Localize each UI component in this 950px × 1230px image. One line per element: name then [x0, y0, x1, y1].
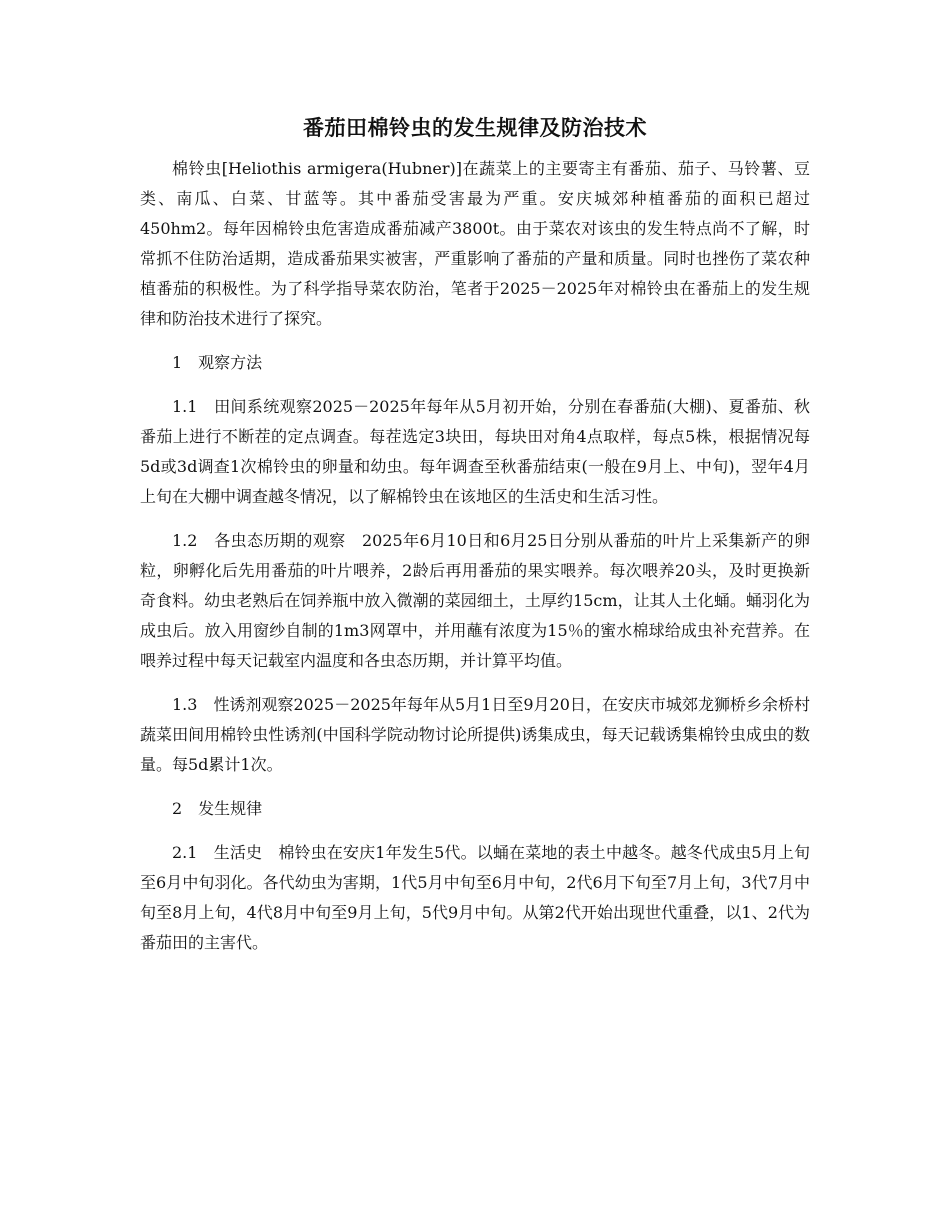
- section-heading-2: 2 发生规律: [172, 799, 263, 818]
- paragraph-1-1: 1.1 田间系统观察2025－2025年每年从5月初开始，分别在春番茄(大棚)、夏番茄、秋番茄上进行不断茬的定点调查。每茬选定3块田，每块田对角4点取样，每点5株，根据情况每5d或3d调查1次棉铃虫的卵量和幼虫。每年调查至秋番茄结束(一般在9月上、中旬)，翌年4月上旬在大棚中调查越冬情况，以了解棉铃虫在该地区的生活史和生活习性。: [140, 397, 810, 506]
- paragraph-2-1: 2.1 生活史 棉铃虫在安庆1年发生5代。以蛹在菜地的表土中越冬。越冬代成虫5月上旬至6月中旬羽化。各代幼虫为害期，1代5月中旬至6月中旬，2代6月下旬至7月上旬，3代7月中旬至8月上旬，4代8月中旬至9月上旬，5代9月中旬。从第2代开始出现世代重叠，以1、2代为番茄田的主害代。: [140, 843, 810, 952]
- paragraph-1-3: 1.3 性诱剂观察2025－2025年每年从5月1日至9月20日，在安庆市城郊龙狮桥乡余桥村蔬菜田间用棉铃虫性诱剂(中国科学院动物讨论所提供)诱集成虫，每天记载诱集棉铃虫成虫的数量。每5d累计1次。: [140, 695, 810, 774]
- intro-paragraph: 棉铃虫[Heliothis armigera(Hubner)]在蔬菜上的主要寄主有番茄、茄子、马铃薯、豆类、南瓜、白菜、甘蓝等。其中番茄受害最为严重。安庆城郊种植番茄的面积已超过450hm2。每年因棉铃虫危害造成番茄减产3800t。由于菜农对该虫的发生特点尚不了解，时常抓不住防治适期，造成番茄果实被害，严重影响了番茄的产量和质量。同时也挫伤了菜农种植番茄的积极性。为了科学指导菜农防治，笔者于2025－2025年对棉铃虫在番茄上的发生规律和防治技术进行了探究。: [140, 159, 810, 328]
- paragraph-1-2: 1.2 各虫态历期的观察 2025年6月10日和6月25日分别从番茄的叶片上采集新产的卵粒，卵孵化后先用番茄的叶片喂养，2龄后再用番茄的果实喂养。每次喂养20头，及时更换新奇食料。幼虫老熟后在饲养瓶中放入微潮的菜园细土，土厚约15cm，让其人土化蛹。蛹羽化为成虫后。放入用窗纱自制的1m3网罩中，并用蘸有浓度为15％的蜜水棉球给成虫补充营养。在喂养过程中每天记载室内温度和各虫态历期，并计算平均值。: [140, 531, 810, 670]
- section-heading-1: 1 观察方法: [172, 353, 263, 372]
- document-title: 番茄田棉铃虫的发生规律及防治技术: [303, 116, 647, 140]
